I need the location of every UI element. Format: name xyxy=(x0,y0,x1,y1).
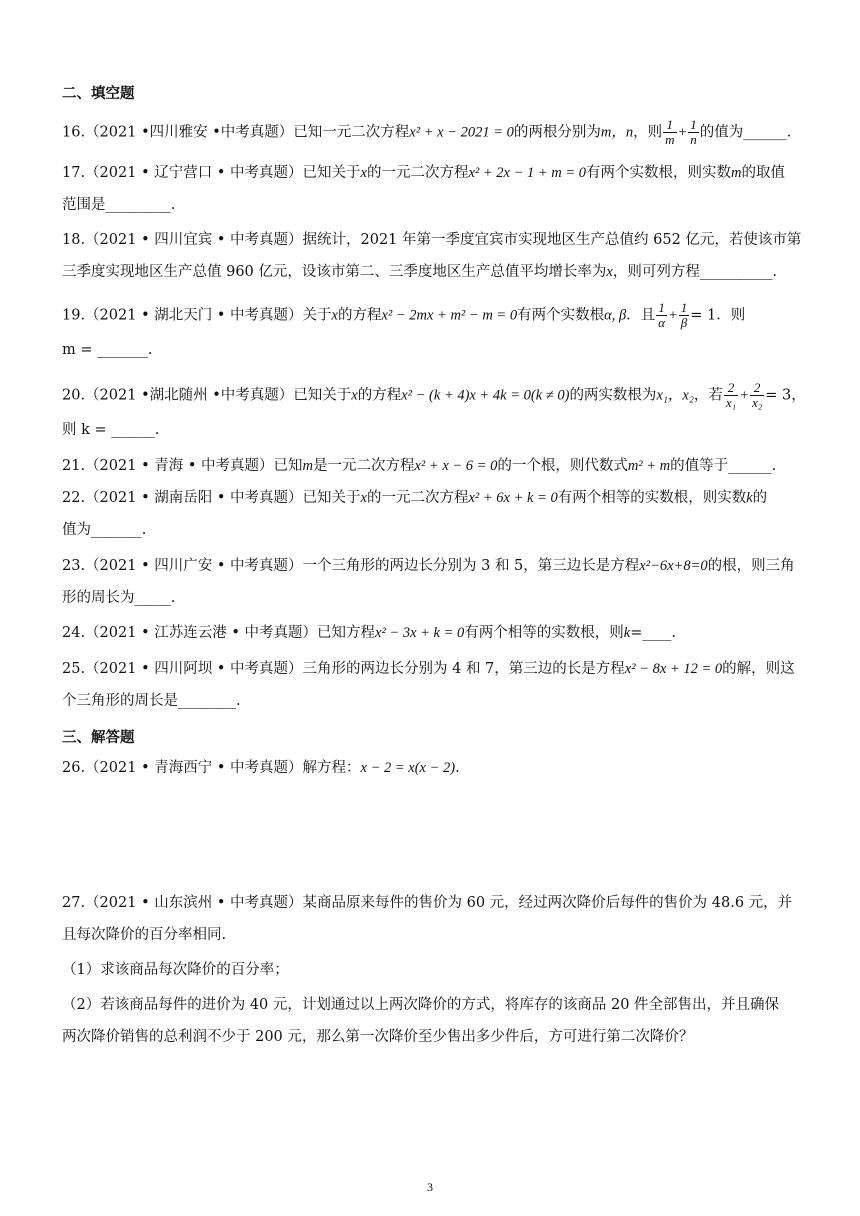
q21-expression: m² + m xyxy=(627,458,671,474)
page-number: 3 xyxy=(427,1180,433,1194)
q21-text: 是一元二次方程 xyxy=(313,458,415,474)
question-27-line-2: 且每次降价的百分率相同. xyxy=(62,927,227,943)
q21-equation: x² + x − 6 = 0 xyxy=(414,458,498,474)
q19-fraction-1: $\frac{1}{\alpha}$ xyxy=(658,300,665,330)
q24-var-k: k xyxy=(623,625,631,641)
q16-mid2: ，则 xyxy=(633,124,663,141)
q21-var-m: m xyxy=(302,458,313,474)
q21-text: 的值等于______. xyxy=(670,458,777,474)
question-25-line-1 xyxy=(62,659,808,679)
q17-equation: x² + 2x − 1 + m = 0 xyxy=(468,165,587,181)
q20-text: = 3， xyxy=(765,387,806,404)
q26-text: . xyxy=(455,760,460,776)
q19-text: 有两个实数根 xyxy=(517,307,605,324)
q21-text: 的一个根，则代数式 xyxy=(497,458,628,474)
question-17-line-2: 范围是_________. xyxy=(62,197,176,213)
q22-equation: x² + 6x + k = 0 xyxy=(468,490,558,506)
question-18-line-2 xyxy=(62,262,808,282)
q16-prefix: 16.（2021 •四川雅安 •中考真题）已知一元二次方程 xyxy=(62,124,410,141)
q19-fraction-2: $\frac{1}{\beta}$ xyxy=(680,300,688,330)
q22-text: 的一元二次方程 xyxy=(366,490,469,506)
q23-equation: x²−6x+8=0 xyxy=(639,558,708,574)
question-19-line-2: m = _______. xyxy=(62,342,153,358)
q20-roots: x₁，x₂ xyxy=(656,387,694,404)
q24-equation: x² − 3x + k = 0 xyxy=(375,625,465,641)
question-18-line-1: 18.（2021 • 四川宜宾 • 中考真题）据统计，2021 年第一季度宜宾市实现地区生产总值约 652 亿元，若使该市第 xyxy=(62,232,802,248)
question-21 xyxy=(62,456,808,476)
q18-text: ，则可列方程__________. xyxy=(612,264,777,280)
q24-text: =____. xyxy=(630,625,676,641)
q17-text: 的取值 xyxy=(741,165,786,181)
plus-sign: + xyxy=(739,387,749,404)
q22-text: 的 xyxy=(752,490,768,506)
q17-text: 17.（2021 • 辽宁营口 • 中考真题）已知关于 xyxy=(62,165,361,181)
q25-equation: x² − 8x + 12 = 0 xyxy=(624,661,723,677)
q25-text: 25.（2021 • 四川阿坝 • 中考真题）三角形的两边长分别为 4 和 7，第三边的长是方程 xyxy=(62,661,625,677)
question-27-line-1: 27.（2021 • 山东滨州 • 中考真题）某商品原来每件的售价为 60 元，经过两次降价后每件的售价为 48.6 元，并 xyxy=(62,895,793,911)
q20-text: ，若 xyxy=(693,387,723,404)
q24-text: 有两个相等的实数根，则 xyxy=(464,625,624,641)
q20-condition: (k ≠ 0) xyxy=(530,387,570,404)
q25-text: 的解，则这 xyxy=(722,661,795,677)
q16-vars: m，n xyxy=(600,124,634,141)
q16-fraction-2: $\frac{1}{n}$ xyxy=(690,117,697,147)
q20-equation: x² − (k + 4)x + 4k = 0 xyxy=(401,387,531,404)
q17-var-x: x xyxy=(360,165,367,181)
question-20-line-2: 则 k = ______. xyxy=(62,422,160,438)
question-17-line-1 xyxy=(62,163,808,183)
question-24 xyxy=(62,623,808,643)
q20-fraction-1: $\frac{2}{\text{x₁}}$ xyxy=(725,380,737,410)
question-19-line-1 xyxy=(62,301,808,330)
q20-var-x: x xyxy=(351,387,358,404)
q19-var-x: x xyxy=(331,307,338,324)
q23-text: 23.（2021 • 四川广安 • 中考真题）一个三角形的两边长分别为 3 和 5，第三边长是方程 xyxy=(62,558,640,574)
question-26 xyxy=(62,758,808,778)
question-16 xyxy=(62,118,808,147)
q26-text: 26.（2021 • 青海西宁 • 中考真题）解方程： xyxy=(62,760,361,776)
q16-equation: x² + x − 2021 = 0 xyxy=(409,124,514,141)
q18-var-x: x xyxy=(606,264,613,280)
question-20-line-1 xyxy=(62,381,808,410)
q19-equation: x² − 2mx + m² − m = 0 xyxy=(381,307,518,324)
q19-text: ．且 xyxy=(626,307,656,324)
q17-text: 的一元二次方程 xyxy=(366,165,469,181)
q22-var-k: k xyxy=(746,490,753,506)
q16-mid: 的两根分别为 xyxy=(513,124,601,141)
question-27-part-2-line-1: （2）若该商品每件的进价为 40 元，计划通过以上两次降价的方式，将库存的该商品 20 件全部售出，并且确保 xyxy=(62,997,780,1013)
q24-text: 24.（2021 • 江苏连云港 • 中考真题）已知方程 xyxy=(62,625,376,641)
q16-suffix: 的值为______. xyxy=(699,124,792,141)
q18-text: 三季度实现地区生产总值 960 亿元，设该市第二、三季度地区生产总值平均增长率为 xyxy=(62,264,607,280)
question-25-line-2: 个三角形的周长是________. xyxy=(62,693,241,709)
q26-equation: x − 2 = x(x − 2) xyxy=(360,760,456,776)
q19-text: 19.（2021 • 湖北天门 • 中考真题）关于 xyxy=(62,307,332,324)
plus-sign: + xyxy=(677,124,688,141)
q20-text: 20.（2021 •湖北随州 •中考真题）已知关于 xyxy=(62,387,352,404)
q22-text: 有两个相等的实数根，则实数 xyxy=(557,490,747,506)
question-23-line-1 xyxy=(62,556,808,576)
q22-var-x: x xyxy=(360,490,367,506)
question-27-part-2-line-2: 两次降价销售的总利润不少于 200 元，那么第一次降价至少售出多少件后，方可进行第二次降价？ xyxy=(62,1029,694,1045)
q16-fraction-1: $\frac{1}{m}$ xyxy=(665,117,675,147)
q20-text: 的方程 xyxy=(357,387,402,404)
plus-sign: + xyxy=(668,307,678,324)
question-23-line-2: 形的周长为_____. xyxy=(62,590,176,606)
question-22-line-1 xyxy=(62,488,808,508)
section-heading-solve: 三、解答题 xyxy=(62,730,135,746)
q19-text: = 1．则 xyxy=(690,307,746,324)
section-heading-fill: 二、填空题 xyxy=(62,86,135,102)
q19-text: 的方程 xyxy=(337,307,382,324)
q17-var-m: m xyxy=(731,165,742,181)
q20-fraction-2: $\frac{2}{\text{x₂}}$ xyxy=(752,380,763,410)
q21-text: 21.（2021 • 青海 • 中考真题）已知 xyxy=(62,458,303,474)
q20-text: 的两实数根为 xyxy=(569,387,657,404)
question-22-line-2: 值为_______. xyxy=(62,522,147,538)
q23-text: 的根，则三角 xyxy=(707,558,795,574)
q17-text: 有两个实数根，则实数 xyxy=(586,165,732,181)
question-27-part-1: （1）求该商品每次降价的百分率； xyxy=(62,962,289,978)
q22-text: 22.（2021 • 湖南岳阳 • 中考真题）已知关于 xyxy=(62,490,361,506)
q19-roots: α, β xyxy=(604,307,627,324)
